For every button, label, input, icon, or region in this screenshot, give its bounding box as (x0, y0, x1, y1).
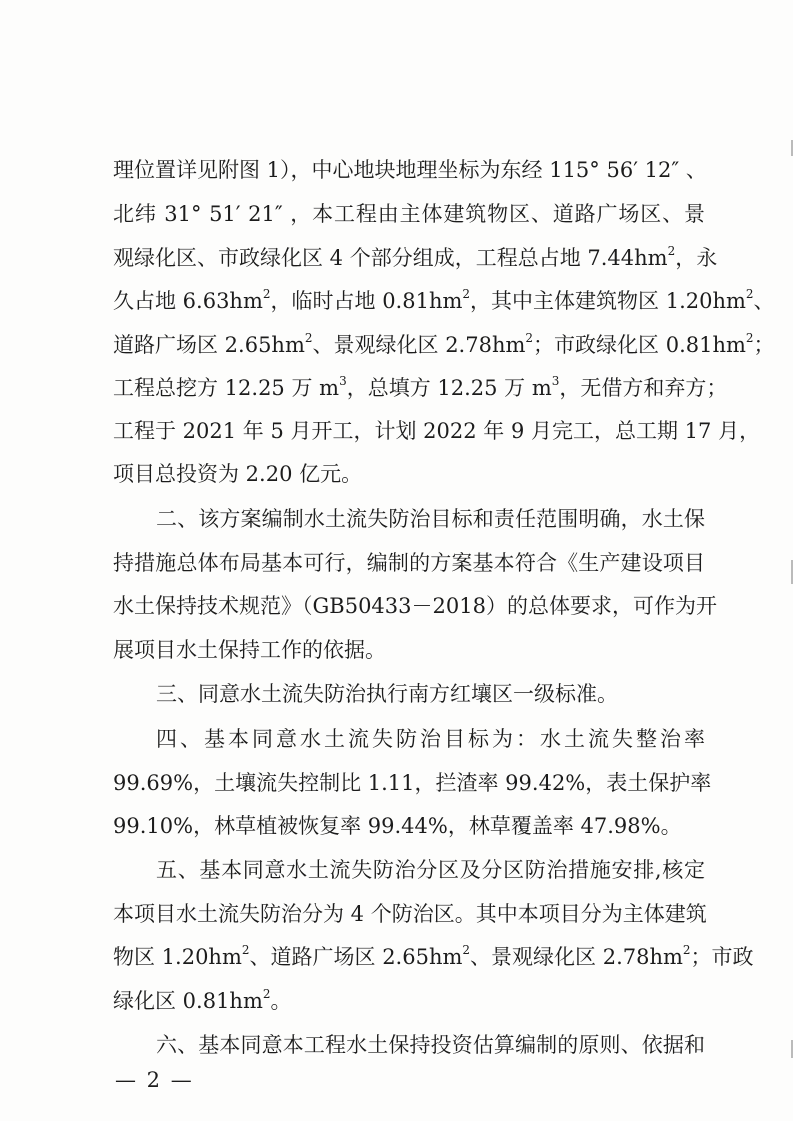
text-line-3: 观绿化区、市政绿化区 4 个部分组成，工程总占地 $7.44hm^2$，永 (113, 244, 718, 270)
paragraph-4-line-1: 四、基本同意水土流失防治目标为：水土流失整治率 (156, 727, 705, 751)
paragraph-3-line-1: 三、同意水土流失防治执行南方红壤区一级标准。 (156, 682, 618, 706)
text-line-6: 工程总挖方 12.25 万 $m^3$，总填方 12.25 万 $m^3$，无借方和弃方； (113, 374, 728, 400)
paragraph-6-line-1: 六、基本同意本工程水土保持投资估算编制的原则、依据和 (156, 1033, 705, 1057)
paragraph-4-line-3: 99.10%，林草植被恢复率 99.44%，林草覆盖率 47.98%。 (113, 814, 682, 838)
paragraph-5-line-2: 本项目水土流失防治分为 4 个防治区。其中本项目分为主体建筑 (113, 902, 707, 926)
paragraph-5-line-3: 物区 $1.20hm^2$、道路广场区 $2.65hm^2$、景观绿化区 $2.78hm^2$；市政 (113, 943, 754, 969)
paragraph-2-line-4: 展项目水土保持工作的依据。 (113, 638, 386, 662)
paragraph-2-line-1: 二、该方案编制水土流失防治目标和责任范围明确，水土保 (156, 507, 705, 531)
text-line-1: 理位置详见附图 1），中心地块地理坐标为东经 115° 56′ 12″ 、 (113, 158, 707, 182)
text-line-8: 项目总投资为 2.20 亿元。 (113, 462, 363, 486)
paragraph-5-line-1: 五、基本同意水土流失防治分区及分区防治措施安排,核定 (156, 858, 705, 882)
paragraph-5-line-4: 绿化区 $0.81hm^2$。 (113, 987, 292, 1013)
page-number: — 2 — (115, 1068, 194, 1092)
text-line-5: 道路广场区 $2.65hm^2$、景观绿化区 $2.78hm^2$；市政绿化区 $0.81hm^2$； (113, 331, 775, 357)
paragraph-2-line-2: 持措施总体布局基本可行，编制的方案基本符合《生产建设项目 (113, 551, 705, 575)
paragraph-2-line-3: 水土保持技术规范》（GB50433－2018）的总体要求，可作为开 (113, 594, 717, 618)
text-line-2: 北纬 31° 51′ 21″ ，本工程由主体建筑物区、道路广场区、景 (113, 202, 705, 226)
paragraph-4-line-2: 99.69%，土壤流失控制比 1.11，拦渣率 99.42%，表土保护率 (113, 771, 712, 795)
text-line-4: 久占地 $6.63hm^2$，临时占地 $0.81hm^2$，其中主体建筑物区 $1.20hm^2$、 (113, 287, 775, 313)
text-line-7: 工程于 2021 年 5 月开工，计划 2022 年 9 月完工，总工期 17 月， (113, 419, 761, 443)
